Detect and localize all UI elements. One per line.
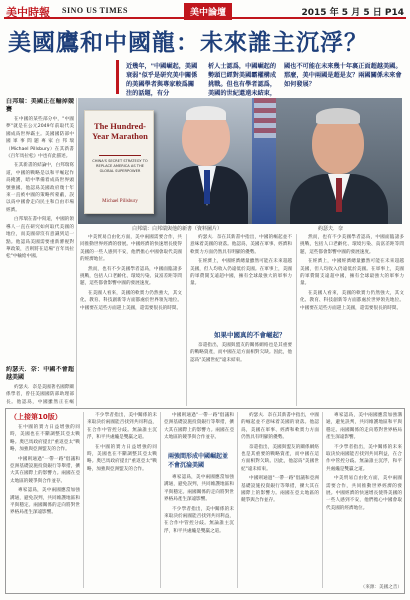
headline-text: 美國鷹和中國龍：未來誰主沉浮 (8, 29, 344, 56)
article-byline: 白邦瑞：美國正在輸掉競賽 (6, 98, 74, 113)
bottom-column-4 (241, 412, 319, 588)
article-paragraph: 不少學者指出，美中關係的未來取決於兩國能否找到共同利益，在合作中管控分歧。無論誰主沉浮，和平共處纔是雙贏之道。 (326, 444, 402, 472)
article-paragraph: 在中國的實力日益增強的同時，美國也在不斷調整其亞太戰略。奧巴馬政府提出"重返亞太"戰略，加強與亞洲盟友的合作。 (10, 425, 80, 453)
headline (8, 24, 404, 57)
photo-caption-nye: 約瑟夫．奈 (318, 226, 344, 232)
column-divider (76, 98, 77, 406)
article-paragraph: 在中國的某些部分中，"中國夢"就是在公元2049年前取代美國成爲世界霸主。美國國防部中國軍事問題專家白邦瑞（Michael Pillsbury）在其新書《百年馬拉松》中也有此描述。 (6, 117, 74, 160)
dek-accent-bar (116, 60, 119, 94)
column-divider (186, 234, 187, 406)
article-paragraph: 約瑟夫．奈在其新書中指出，中國的崛起並不意味着美國的衰落。他認爲，美國在軍事、經濟和軟實力方面仍然具有明顯的優勢。 (190, 235, 292, 255)
article-right-column-top (190, 234, 292, 328)
article-byline: 約瑟夫．奈：中國不會超越美國 (6, 366, 74, 381)
dek-column-2: 析人士認爲，中國崛起的勢頭已經對美國霸權構成挑戰。但也有學者認爲，美國的世紀還遠未結束， (208, 63, 277, 97)
column-divider (322, 412, 323, 588)
article-paragraph: 約瑟夫．奈是美國著名國際關係學者，曾任美國國防部助理部長。他認爲，中國雖然正在崛 (6, 385, 74, 405)
bottom-subheading: 兩強間形成中國崛起並不會沉淪美國 (168, 453, 229, 469)
column-divider (237, 412, 238, 588)
article-paragraph: 不少學者指出，美中關係的未來取決於兩國能否找到共同利益，在合作中管控分歧。無論誰主沉浮，和平共處纔是雙贏之道。 (164, 506, 234, 534)
continued-label: （上接第10版） (10, 413, 62, 421)
headline-question-mark: ？ (344, 29, 368, 56)
hair (316, 108, 360, 124)
dek-column-1: 近幾年，"中國崛起，美國衰弱"似乎是研究美中關係的美國學者與專家較爲關注的話題，有分 (126, 63, 198, 97)
article-paragraph: 在美國人看來，美國的軟實力仍然強大，其文化、教育、科技創新等方面都處於世界領先地位。中國要在這些方面趕上美國，還需要很長的時間。 (300, 290, 404, 311)
bottom-column-5 (326, 412, 402, 580)
subheading: 如果中國真的不會崛起？ (214, 331, 286, 339)
hair (186, 106, 226, 120)
book-cover (84, 110, 154, 214)
tie (336, 178, 342, 212)
article-nye (6, 366, 74, 406)
bottom-column-3 (164, 474, 234, 588)
article-paragraph: 奈還指出，美國與盟友的關係網絡也是其重要的戰略資產，而中國在這方面相對欠缺。因此，他認爲"美國世紀"遠未結束。 (241, 444, 319, 472)
article-paragraph: 白邦瑞在書中寫道，中國的領導人一直在研究如何取代美國的地位，而美國卻沒有意識到這一點。他認爲美國需要重新審視對華政策，否則將在這場"百年馬拉松"中輸給中國。 (6, 217, 74, 260)
masthead-english: SINO US TIMES (62, 6, 128, 15)
article-paragraph: 然而，也有不少美國學者認爲，中國面臨諸多挑戰，包括人口老齡化、環境污染、貧富差距等問題，這些都會影響中國的發展速度。 (300, 235, 404, 255)
article-middle-column (80, 234, 182, 406)
article-paragraph: 在經濟上，中國經濟總量雖然可能在未來超越美國，但人均收入仍遠低於美國。在軍事上，美國的軍費開支遠超中國，擁有全球最強大的軍事力量。 (190, 259, 292, 287)
article-paragraph: 在經濟上，中國經濟總量雖然可能在未來超越美國，但人均收入仍遠低於美國。在軍事上，美國的軍費開支遠超中國，擁有全球最強大的軍事力量。 (300, 259, 404, 287)
page-header (4, 3, 406, 19)
article-paragraph: 在其新書的結論中，白邦瑞寫道，中國的戰略是以和平崛起作爲掩護，暗中準備着成爲世界頭號強國。他認爲美國政府幾十年來一直被中國的策略所蒙蔽，誤以爲中國會走向民主和自由市場經濟。 (6, 163, 74, 213)
article-paragraph: 專家認爲，美中兩國應當加強溝通，避免誤判，共同維護地區和平與穩定。兩國關係的走向將對世界格局產生深遠影響。 (326, 413, 402, 441)
dek-column-3: 國也不可能在未來幾十年裏正面超越美國。那麼，美中兩國是超是友？兩國關係未來會如何發展？ (284, 63, 402, 88)
column-divider (296, 234, 297, 406)
section-tag: 美中論壇 (184, 3, 232, 20)
dateline (301, 5, 404, 18)
book-subtitle: CHINA'S SECRET STRATEGY TO REPLACE AMERICA AS THE GLOBAL SUPERPOWER (92, 159, 148, 173)
source-note: （來源：美國之音） (360, 585, 402, 590)
book-title: The Hundred-Year Marathon (92, 121, 148, 141)
book-rule (99, 155, 141, 156)
page-number: P14 (384, 8, 404, 18)
article-right-column-bottom (190, 342, 292, 406)
article-paragraph: 奈還指出，美國與盟友的關係網絡也是其重要的戰略資產，而中國在這方面相對欠缺。因此，他認爲"美國世紀"遠未結束。 (190, 343, 292, 363)
article-paragraph: 在美國人看來，美國的軟實力仍然強大，其文化、教育、科技創新等方面都處於世界領先地位。中國要在這些方面趕上美國，還需要很長的時間。 (80, 290, 182, 311)
column-divider (83, 412, 84, 588)
article-paragraph: 不少學者指出，美中關係的未來取決於兩國能否找到共同利益，在合作中管控分歧。無論誰主沉浮，和平共處纔是雙贏之道。 (87, 413, 157, 441)
photo-caption: 白邦瑞：白邦瑞與他的新書（資料圖片） (132, 226, 223, 232)
article-paragraph: 專家認爲，美中兩國應當加強溝通，避免誤判，共同維護地區和平與穩定。兩國關係的走向將對世界格局產生深遠影響。 (164, 475, 234, 503)
article-paragraph: 然而，也有不少美國學者認爲，中國面臨諸多挑戰，包括人口老齡化、環境污染、貧富差距等問題，這些都會影響中國的發展速度。 (80, 266, 182, 287)
article-paragraph: 中美貿易自由化方面，美中兩國需要合作，共同推動世界經濟的發展。中國經濟的快速增長使得美國的一些人感到不安，他們擔心中國會取代美國的經濟地位。 (80, 235, 182, 263)
bottom-column-3-top (164, 412, 234, 450)
column-divider (160, 412, 161, 588)
article-paragraph: 中美貿易自由化方面，美中兩國需要合作，共同推動世界經濟的發展。中國經濟的快速增長使得美國的一些人感到不安，他們擔心中國會取代美國的經濟地位。 (326, 476, 402, 511)
article-pillsbury (6, 98, 74, 362)
bottom-column-1 (10, 424, 80, 588)
tie (204, 170, 210, 204)
book-author: Michael Pillsbury (102, 199, 138, 204)
bottom-column-2 (87, 412, 157, 588)
article-paragraph: 中國則通過"一帶一路"倡議和亞洲基礎設施投資銀行等舉措，擴大其在國際上的影響力。兩國在亞太地區的競爭與合作並存。 (164, 413, 234, 441)
portrait-pillsbury (166, 104, 248, 224)
article-paragraph: 專家認爲，美中兩國應當加強溝通，避免誤判，共同維護地區和平與穩定。兩國關係的走向將對世界格局產生深遠影響。 (10, 488, 80, 516)
date: 2015 年 5 月 5 日 (301, 8, 382, 18)
article-far-right-column (300, 234, 404, 406)
article-paragraph: 中國則通過"一帶一路"倡議和亞洲基礎設施投資銀行等舉措，擴大其在國際上的影響力。兩國在亞太地區的競爭與合作並存。 (10, 456, 80, 484)
article-paragraph: 中國則通過"一帶一路"倡議和亞洲基礎設施投資銀行等舉措，擴大其在國際上的影響力。兩國在亞太地區的競爭與合作並存。 (241, 476, 319, 504)
portrait-nye (276, 98, 402, 224)
masthead: 美中時報 (6, 6, 50, 19)
article-paragraph: 約瑟夫．奈在其新書中指出，中國的崛起並不意味着美國的衰落。他認爲，美國在軍事、經濟和軟實力方面仍然具有明顯的優勢。 (241, 413, 319, 441)
article-paragraph: 在中國的實力日益增強的同時，美國也在不斷調整其亞太戰略。奧巴馬政府提出"重返亞太"戰略，加強與亞洲盟友的合作。 (87, 444, 157, 472)
